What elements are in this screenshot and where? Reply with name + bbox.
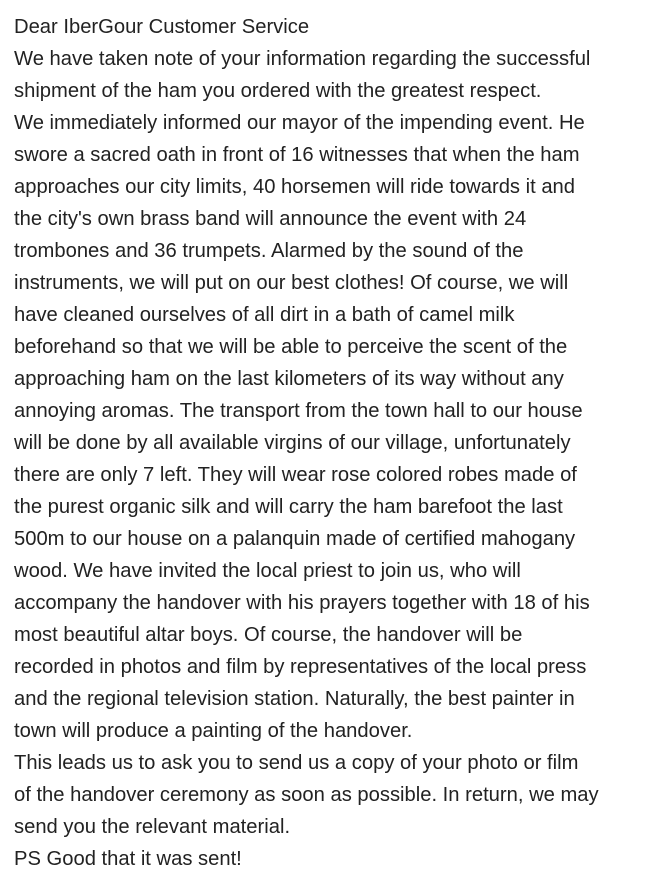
text-line: approaching ham on the last kilometers of its way without any <box>14 368 564 390</box>
greeting-line: Dear IberGour Customer Service <box>14 16 310 38</box>
text-line: wood. We have invited the local priest to join us, who will <box>14 560 521 582</box>
text-line: shipment of the ham you ordered with the greatest respect. <box>14 80 542 102</box>
text-line: most beautiful altar boys. Of course, the handover will be <box>14 624 523 646</box>
text-line: have cleaned ourselves of all dirt in a bath of camel milk <box>14 304 515 326</box>
text-line: swore a sacred oath in front of 16 witnesses that when the ham <box>14 144 580 166</box>
text-line: the city's own brass band will announce the event with 24 <box>14 208 527 230</box>
text-line: approaches our city limits, 40 horsemen will ride towards it and <box>14 176 576 198</box>
text-line: instruments, we will put on our best clothes! Of course, we will <box>14 272 569 294</box>
letter-text <box>14 11 644 875</box>
text-line: the purest organic silk and will carry the ham barefoot the last <box>14 496 563 518</box>
text-line: will be done by all available virgins of our village, unfortunately <box>14 432 571 454</box>
text-line: of the handover ceremony as soon as possible. In return, we may <box>14 784 599 806</box>
text-line: We immediately informed our mayor of the impending event. He <box>14 112 585 134</box>
text-line: there are only 7 left. They will wear rose colored robes made of <box>14 464 577 486</box>
text-line: annoying aromas. The transport from the town hall to our house <box>14 400 583 422</box>
text-line: trombones and 36 trumpets. Alarmed by the sound of the <box>14 240 524 262</box>
text-line: town will produce a painting of the handover. <box>14 720 413 742</box>
text-line: and the regional television station. Naturally, the best painter in <box>14 688 575 710</box>
text-line: We have taken note of your information regarding the successful <box>14 48 591 70</box>
text-line: This leads us to ask you to send us a copy of your photo or film <box>14 752 579 774</box>
text-line: 500m to our house on a palanquin made of certified mahogany <box>14 528 576 550</box>
text-line: send you the relevant material. <box>14 816 291 838</box>
postscript-line: PS Good that it was sent! <box>14 848 242 870</box>
text-line: accompany the handover with his prayers together with 18 of his <box>14 592 590 614</box>
text-line: recorded in photos and film by representatives of the local press <box>14 656 587 678</box>
text-line: beforehand so that we will be able to perceive the scent of the <box>14 336 568 358</box>
